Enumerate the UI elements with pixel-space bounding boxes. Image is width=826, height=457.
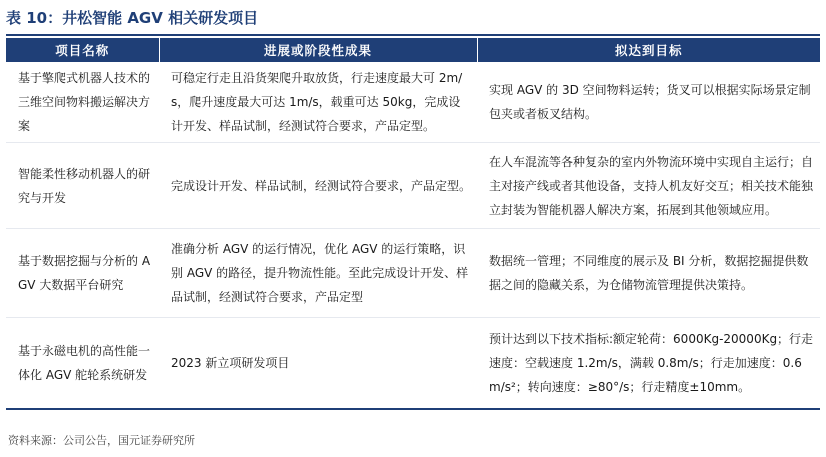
project-name-cell: 智能柔性移动机器人的研究与开发 (6, 143, 159, 229)
target-cell: 实现 AGV 的 3D 空间物料运转；货叉可以根据实际场景定制包夹或者板叉结构。 (477, 62, 820, 143)
project-name-cell: 基于永磁电机的高性能一体化 AGV 舵轮系统研发 (6, 318, 159, 410)
source-note: 资料来源：公司公告，国元证券研究所 (8, 434, 195, 447)
header-project-name: 项目名称 (6, 38, 159, 62)
progress-cell: 完成设计开发、样品试制，经测试符合要求，产品定型。 (159, 143, 477, 229)
header-progress: 进展或阶段性成果 (159, 38, 477, 62)
table-header-row (6, 38, 820, 62)
project-name-cell: 基于数据挖掘与分析的 AGV 大数据平台研究 (6, 229, 159, 318)
table-row (6, 318, 820, 410)
table-title: 表 10：井松智能 AGV 相关研发项目 (6, 9, 259, 27)
table-row (6, 143, 820, 229)
table-row (6, 229, 820, 318)
progress-cell: 准确分析 AGV 的运行情况，优化 AGV 的运行策略，识别 AGV 的路径，提升物流性能。至此完成设计开发、样品试制，经测试符合要求，产品定型 (159, 229, 477, 318)
rd-projects-table (6, 38, 820, 410)
table-row (6, 62, 820, 143)
target-cell: 预计达到以下技术指标:额定轮荷：6000Kg-20000Kg；行走速度：空载速度 1.2m/s，满载 0.8m/s；行走加速度：0.6m/s²；转向速度：≥80°/s；行走精度±10mm。 (477, 318, 820, 410)
target-cell: 在人车混流等各种复杂的室内外物流环境中实现自主运行；自主对接产线或者其他设备，支持人机友好交互；相关技术能独立封装为智能机器人解决方案，拓展到其他领域应用。 (477, 143, 820, 229)
header-target: 拟达到目标 (477, 38, 820, 62)
project-name-cell: 基于擎爬式机器人技术的三维空间物料搬运解决方案 (6, 62, 159, 143)
progress-cell: 可稳定行走且沿货架爬升取放货，行走速度最大可 2m/s，爬升速度最大可达 1m/s，载重可达 50kg，完成设计开发、样品试制，经测试符合要求，产品定型。 (159, 62, 477, 143)
target-cell: 数据统一管理；不同维度的展示及 BI 分析，数据挖掘提供数据之间的隐藏关系，为仓储物流管理提供决策持。 (477, 229, 820, 318)
progress-cell: 2023 新立项研发项目 (159, 318, 477, 410)
title-divider (6, 34, 820, 36)
